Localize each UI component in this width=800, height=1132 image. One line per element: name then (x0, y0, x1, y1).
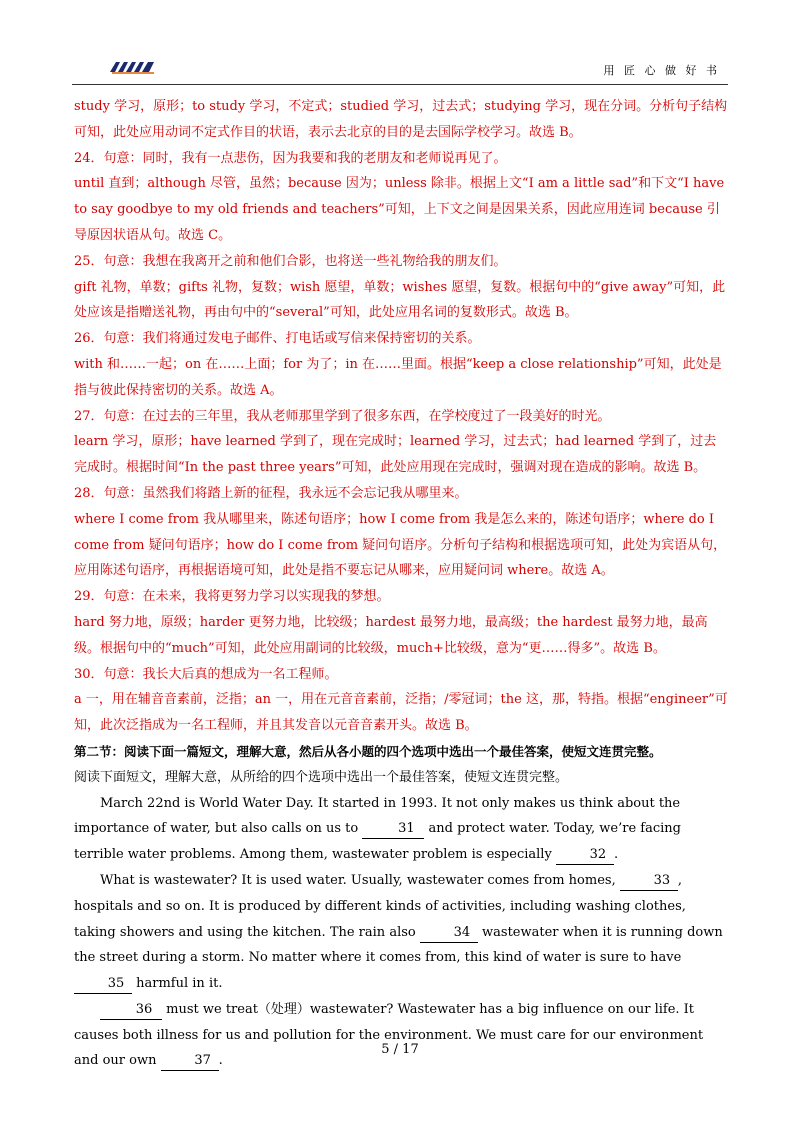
question-meaning: 25．句意：我想在我离开之前和他们合影，也将送一些礼物给我的朋友们。 (74, 253, 507, 269)
explanation-line: a 一，用在辅音音素前，泛指；an 一，用在元音音素前，泛指；/零冠词；the 这，那，特指。根据“engineer”可知，此次泛指成为一名工程师，并且其发音以元音音素开头。故选 B。 (74, 692, 728, 734)
passage-text: wastewater when it is running down the street during a storm. No matter where it comes from, this kind of water is sure to have (74, 924, 723, 966)
passage-text: . (613, 847, 619, 863)
page-number: 5 / 17 (381, 1042, 419, 1057)
explanation-line: hard 努力地，原级；harder 更努力地，比较级；hardest 最努力地，最高级；the hardest 最努力地，最高级。根据句中的“much”可知，此处应用副词的比较级，much+比较级，意为“更……得多”。故选 B。 (74, 614, 708, 656)
question-meaning: 30．句意：我长大后真的想成为一名工程师。 (74, 666, 338, 682)
passage-paragraph-3 (74, 997, 728, 1074)
blank-34: 34 (420, 924, 478, 943)
passage-text: What is wastewater? It is used water. Usually, wastewater comes from homes, (100, 872, 616, 888)
page-content (74, 94, 728, 1074)
question-meaning: 26．句意：我们将通过发电子邮件、打电话或写信来保持密切的关系。 (74, 331, 481, 347)
question-meaning: 27．句意：在过去的三年里，我从老师那里学到了很多东西，在学校度过了一段美好的时光。 (74, 408, 611, 424)
explanation-line: gift 礼物，单数；gifts 礼物，复数；wish 愿望，单数；wishes 愿望，复数。根据句中的“give away”可知，此处应该是指赠送礼物，再由句中的“several”可知，此处应用名词的复数形式。故选 B。 (74, 279, 726, 321)
publisher-logo-icon (108, 60, 156, 74)
blank-32: 32 (556, 846, 614, 865)
section-heading: 第二节：阅读下面一篇短文，理解大意，然后从各小题的四个选项中选出一个最佳答案，使短文连贯完整。 (74, 743, 662, 759)
passage-text: harmful in it. (136, 976, 223, 992)
passage-text: , hospitals and so on. It is produced by different kinds of activities, including washing clothes, taking showers and using the kitchen. The rain also (74, 872, 686, 940)
explanation-line: until 直到；although 尽管，虽然；because 因为；unless 除非。根据上文“I am a little sad”和下文“I have to say goodbye to my old friends and teachers”可知，上下文之间是因果关系，因此应用连词 because 引导原因状语从句。故选 C。 (74, 176, 725, 243)
passage-text: March 22nd is World Water Day. It started in 1993. It not only makes us think about the importance of water, but also calls on us to (74, 795, 681, 837)
passage-paragraph-2 (74, 868, 728, 997)
blank-31: 31 (362, 820, 424, 839)
passage-text: . (218, 1053, 223, 1069)
header-motto: 用 匠 心 做 好 书 (603, 64, 720, 77)
explanation-line: learn 学习，原形；have learned 学到了，现在完成时；learned 学习，过去式；had learned 学到了，过去完成时。根据时间“In the past three years”可知，此处应用现在完成时，强调对现在造成的影响。故选 B。 (74, 434, 717, 476)
passage-text: must we treat（处理）wastewater? Wastewater has a big influence on our life. It causes both illness for us and pollution for the environment. We must care for our environment and our own (74, 1001, 704, 1069)
passage-text: and protect water. Today, we’re facing terrible water problems. Among them, wastewater problem is especially (74, 821, 681, 863)
passage-paragraph-1 (74, 791, 728, 868)
question-meaning: 28．句意：虽然我们将踏上新的征程，我永远不会忘记我从哪里来。 (74, 485, 468, 501)
page-header (0, 0, 800, 90)
header-divider (72, 84, 728, 85)
explanation-line: with 和……一起；on 在……上面；for 为了；in 在……里面。根据“keep a close relationship”可知，此处是指与彼此保持密切的关系。故选 A。 (74, 356, 722, 398)
explanation-line: where I come from 我从哪里来，陈述句语序；how I come from 我是怎么来的，陈述句语序；where do I come from 疑问句语序；how do I come from 疑问句语序。分析句子结构和根据选项可知，此处为宾语从句，应用陈述句语序，再根据语境可知，此处是指不要忘记从哪来，应用疑问词 where。故选 A。 (74, 511, 727, 579)
blank-33: 33 (620, 872, 678, 891)
section-instruction: 阅读下面短文，理解大意，从所给的四个选项中选出一个最佳答案，使短文连贯完整。 (74, 769, 569, 785)
blank-37: 37 (161, 1052, 219, 1071)
explanation-line: study 学习，原形；to study 学习，不定式；studied 学习，过去式；studying 学习，现在分词。分析句子结构可知，此处应用动词不定式作目的状语，表示去北京的目的是去国际学校学习。故选 B。 (74, 99, 728, 140)
blank-35: 35 (74, 975, 132, 994)
question-meaning: 24．句意：同时，我有一点悲伤，因为我要和我的老朋友和老师说再见了。 (74, 150, 507, 166)
blank-36: 36 (100, 1001, 162, 1020)
question-meaning: 29．句意：在未来，我将更努力学习以实现我的梦想。 (74, 589, 390, 605)
